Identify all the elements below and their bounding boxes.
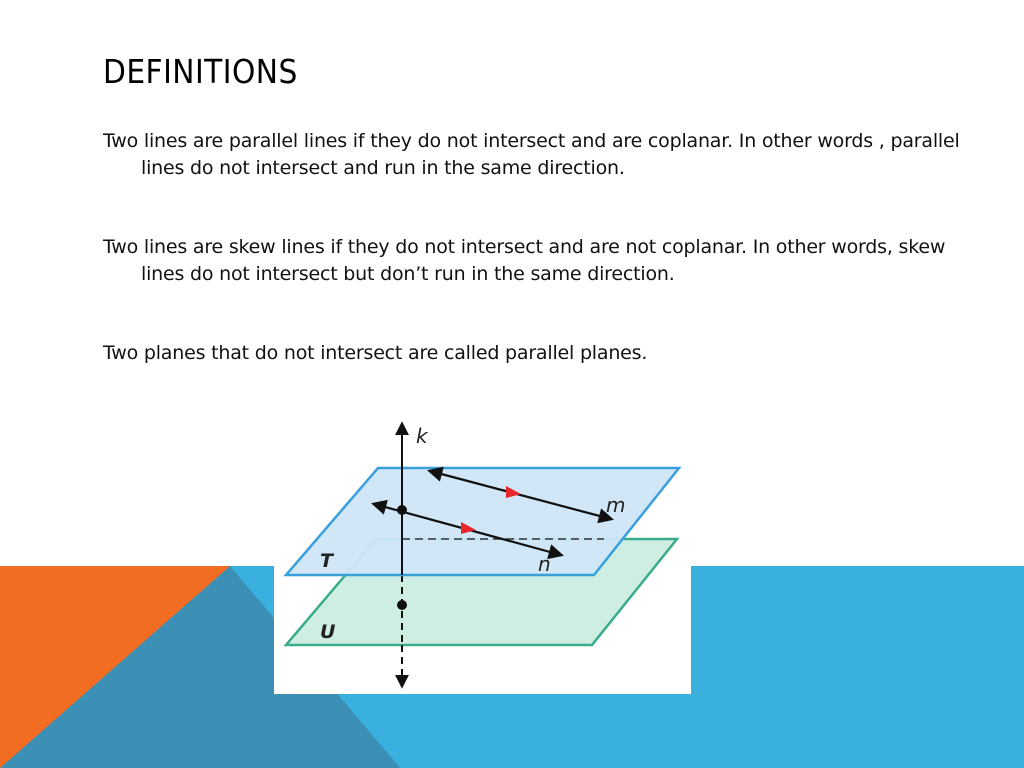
parallel-lines-definition: Two lines are parallel lines if they do not intersect and are coplanar. In other words , parallel lines do not intersect and run in the same direction. <box>103 130 960 179</box>
point-k-u <box>397 600 407 610</box>
label-line-k: k <box>416 424 428 448</box>
parallel-planes-definition: Two planes that do not intersect are called parallel planes. <box>103 342 648 364</box>
parallel-planes-figure <box>274 410 691 694</box>
slide-title: DEFINITIONS <box>103 52 298 91</box>
label-plane-u: U <box>320 621 336 643</box>
label-line-n: n <box>538 552 551 576</box>
definitions-body <box>103 128 973 419</box>
skew-lines-definition: Two lines are skew lines if they do not intersect and are not coplanar. In other words, skew lines do not intersect but don’t run in the same direction. <box>103 236 946 285</box>
label-plane-t: T <box>320 550 333 572</box>
label-line-m: m <box>606 493 626 517</box>
